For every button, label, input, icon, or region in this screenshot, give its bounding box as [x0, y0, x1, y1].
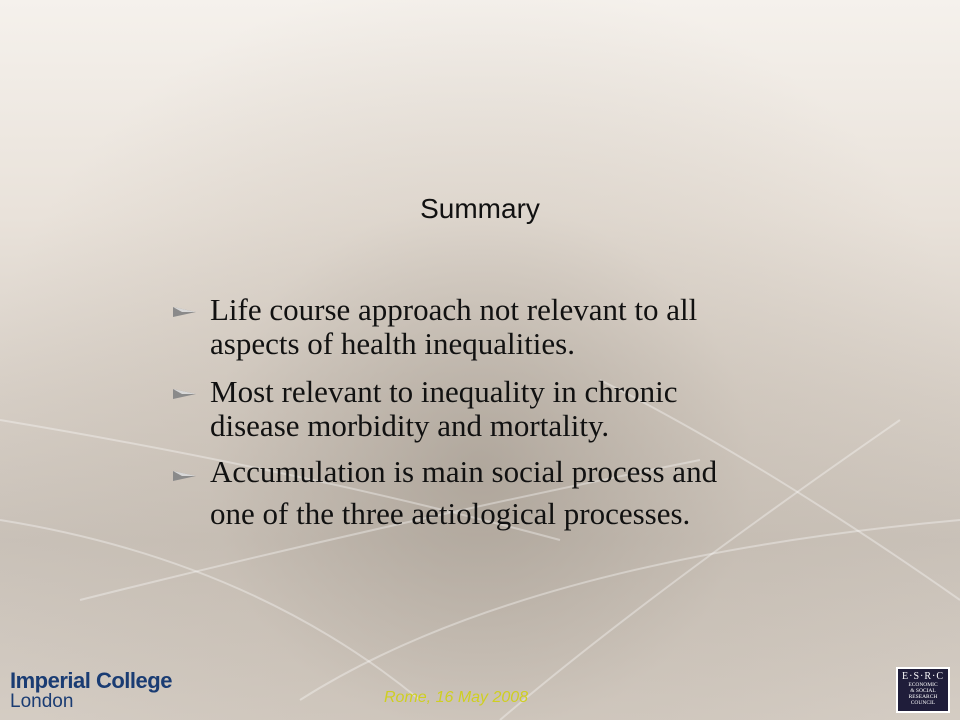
bullet-line: Most relevant to inequality in chronic	[210, 374, 678, 409]
arrow-bullet-icon	[172, 304, 200, 318]
arrow-bullet-icon	[172, 468, 200, 482]
esrc-line: E·S·R·C	[902, 671, 944, 682]
bullet-line: disease morbidity and mortality.	[210, 408, 610, 443]
bullet-text	[210, 375, 830, 443]
esrc-line: & SOCIAL	[910, 688, 936, 694]
bullet-line: aspects of health inequalities.	[210, 326, 575, 361]
logo-line: London	[10, 691, 74, 712]
esrc-line: RESEARCH	[908, 694, 938, 700]
imperial-college-logo	[10, 668, 172, 713]
footer-date: Rome, 16 May 2008	[384, 689, 529, 706]
arrow-bullet-icon	[172, 386, 200, 400]
bullet-line: Accumulation is main social process and	[210, 454, 718, 489]
bullet-line: one of the three aetiological processes.	[210, 496, 691, 531]
slide-title: Summary	[420, 193, 540, 224]
bullet-text	[210, 451, 830, 535]
bullet-line: Life course approach not relevant to all	[210, 292, 698, 327]
bullet-text	[210, 293, 830, 361]
esrc-line: COUNCIL	[910, 700, 936, 706]
esrc-logo	[896, 667, 950, 713]
esrc-line: ECONOMIC	[908, 682, 938, 688]
logo-line: Imperial College	[10, 668, 172, 693]
